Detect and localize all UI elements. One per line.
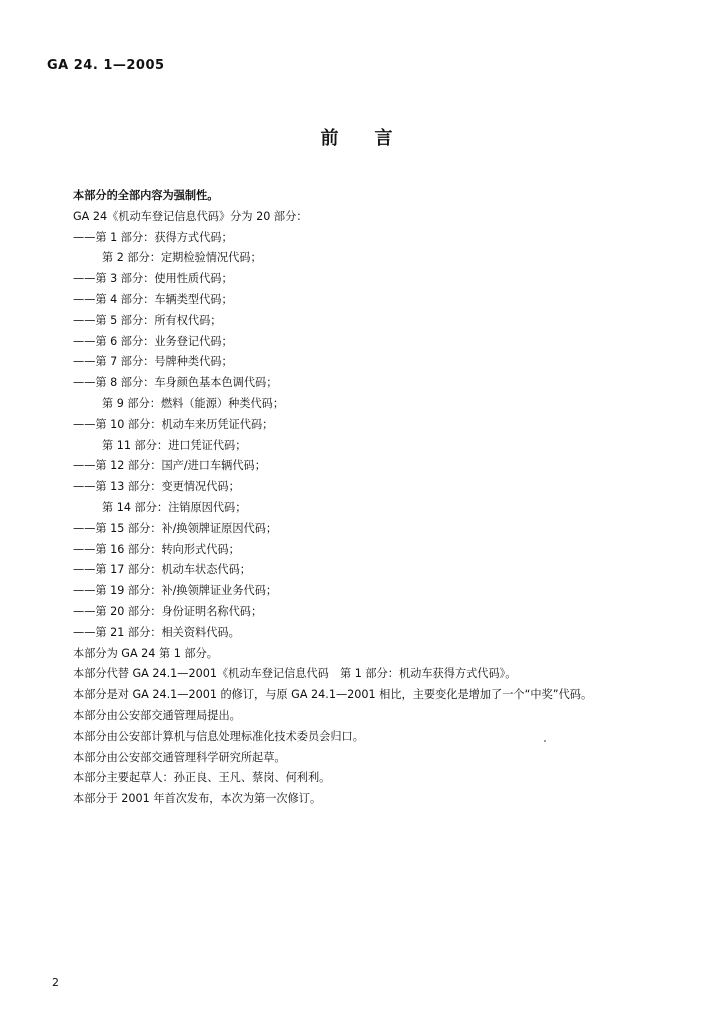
paragraph-line: 第 14 部分：注销原因代码； — [102, 500, 247, 514]
paragraph-line: ——第 1 部分：获得方式代码； — [73, 230, 233, 244]
paragraph-line: ——第 17 部分：机动车状态代码； — [73, 563, 251, 577]
foreword-body — [45, 186, 685, 810]
paragraph-line: ——第 20 部分：身份证明名称代码； — [73, 604, 263, 618]
paragraph-line: 本部分由公安部交通管理局提出。 — [73, 708, 241, 722]
paragraph-line: ——第 8 部分：车身颜色基本色调代码； — [73, 376, 278, 390]
paragraph-line: ——第 5 部分：所有权代码； — [73, 313, 222, 327]
standard-code-header: GA 24. 1—2005 — [47, 58, 165, 73]
paragraph-line: 本部分是对 GA 24.1—2001 的修订，与原 GA 24.1—2001 相比，主要变化是增加了一个“中奖”代码。 — [73, 688, 593, 702]
paragraph-line: ——第 15 部分：补/换领牌证原因代码； — [73, 521, 278, 535]
paragraph-line: ——第 21 部分：相关资料代码。 — [73, 625, 240, 639]
paragraph-line: 第 11 部分：进口凭证代码； — [102, 438, 247, 452]
paragraph-line: 本部分主要起草人：孙正良、王凡、蔡岗、何利利。 — [73, 771, 331, 785]
paragraph-line: ——第 7 部分：号牌种类代码； — [73, 355, 233, 369]
paragraph-line: ——第 4 部分：车辆类型代码； — [73, 292, 233, 306]
paragraph-line: ——第 16 部分：转向形式代码； — [73, 542, 240, 556]
paragraph-line: 本部分代替 GA 24.1—2001《机动车登记信息代码 第 1 部分：机动车获得方式代码》。 — [73, 667, 517, 681]
paragraph-line: 本部分为 GA 24 第 1 部分。 — [73, 646, 218, 660]
paragraph-line: GA 24《机动车登记信息代码》分为 20 部分： — [73, 209, 308, 223]
paragraph-line: 第 9 部分：燃料（能源）种类代码； — [102, 396, 285, 410]
paragraph-line: 本部分于 2001 年首次发布，本次为第一次修订。 — [73, 792, 322, 806]
paragraph-line: ——第 6 部分：业务登记代码； — [73, 334, 233, 348]
paragraph-line: ——第 12 部分：国产/进口车辆代码； — [73, 459, 266, 473]
page-number: 2 — [52, 976, 59, 989]
scan-speck — [544, 740, 546, 742]
paragraph-line: 本部分由公安部交通管理科学研究所起草。 — [73, 750, 286, 764]
paragraph-line: ——第 3 部分：使用性质代码； — [73, 272, 233, 286]
paragraph-line: 本部分由公安部计算机与信息处理标准化技术委员会归口。 — [73, 729, 364, 743]
paragraph-line: 第 2 部分：定期检验情况代码； — [102, 251, 262, 265]
paragraph-line: 本部分的全部内容为强制性。 — [73, 189, 219, 202]
paragraph-line: ——第 19 部分：补/换领牌证业务代码； — [73, 584, 278, 598]
page-title: 前 言 — [320, 128, 393, 149]
paragraph-line: ——第 13 部分：变更情况代码； — [73, 480, 240, 494]
paragraph-line: ——第 10 部分：机动车来历凭证代码； — [73, 417, 274, 431]
